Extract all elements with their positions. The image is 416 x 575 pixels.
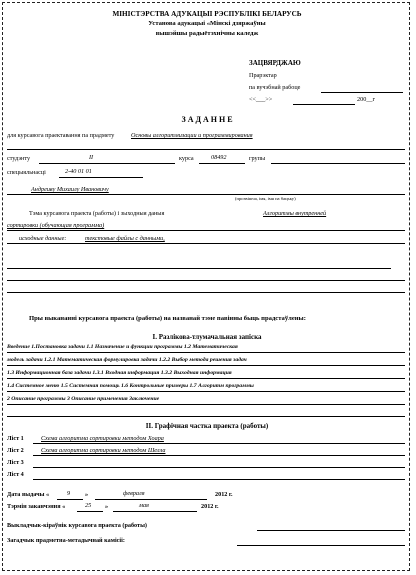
deadline-label: Тэрмін заканчэння « (7, 503, 66, 510)
group-label: групы (249, 155, 266, 162)
approval-date-line (293, 104, 355, 105)
issue-quote: » (85, 491, 89, 498)
initial-label: исходные данные: (19, 235, 67, 242)
deadline-day: 25 (85, 502, 92, 509)
issue-month-line (95, 499, 207, 500)
approval-role: Прарэктар (249, 72, 277, 79)
section2-title: II. Графічная частка праекта (работы) (145, 422, 269, 430)
signature-line (321, 92, 403, 93)
section1-line: 1.4 Системное меню 1.5 Системная помощь 1.6 Контрольные примеры 1.7 Алгоритм программы (7, 383, 254, 389)
sheet-label: Ліст 1 (7, 435, 24, 442)
topic-value-2: сортировки (обучающая программа) (7, 222, 105, 229)
sheet-line (33, 455, 405, 456)
supervisor-label: Выкладчык-кіраўнік курсавога праекта (работы) (7, 522, 147, 529)
issue-year: 2012 г. (215, 491, 233, 498)
institution-heading: Установа адукацыі «Мінскі дзяржаўны (148, 20, 266, 27)
approval-work: па вучэбнай рабоце (249, 84, 301, 91)
topic-value: Алгоритмы внутренней (263, 210, 327, 217)
student-label: студэнту (7, 155, 31, 162)
section1-rule (7, 365, 405, 366)
student-name: Андреиву Михаилу Ивановичу (31, 186, 109, 193)
issue-date-label: Дата выдачы « (7, 491, 50, 498)
assignment-document (2, 2, 410, 571)
section1-line: 2 Описание программы 3 Описание применения Заключение (7, 396, 160, 402)
sheet-label: Ліст 4 (7, 471, 24, 478)
approval-title: ЗАЦВЯРДЖАЮ (249, 59, 301, 67)
specialty-value: 2-40 01 01 (65, 168, 92, 175)
deadline-day-line (77, 511, 103, 512)
document-title: З А Д А Н Н Е (181, 115, 233, 124)
section1-line: модель задачи 1.2.1 Математическая формулировка задачи 1.2.2 Выбор метода решения задач (7, 357, 247, 363)
sheet-line (33, 479, 405, 480)
section1-rule (7, 416, 405, 417)
deadline-month-line (113, 511, 197, 512)
section1-rule (7, 404, 405, 405)
blank-line-3 (7, 292, 405, 293)
institution-type: вышэйшы радыётэхнічны каледж (155, 30, 259, 37)
approval-date-prefix: <<___>> (249, 96, 273, 103)
name-caption: (прозвішча, імя, імя па бацьку) (235, 196, 296, 201)
student-number: II (89, 154, 94, 161)
topic-label: Тэма курсавога праекта (работы) і зыходныя даныя (29, 210, 165, 217)
section1-rule (7, 378, 405, 379)
course-label: курса (179, 155, 194, 162)
specialty-label: спецыяльнасці (7, 169, 46, 176)
issue-day-line (57, 499, 83, 500)
section1-line: Введение 1.Постановка задачи 1.1 Назначение и функции программы 1.2 Математическая (7, 344, 238, 350)
sheet-value: Схема алгоритма сортировки методом Шелла (41, 447, 166, 454)
section1-rule (7, 352, 405, 353)
ministry-heading: МІНІСТЭРСТВА АДУКАЦЫІ РЭСПУБЛІКІ БЕЛАРУСЬ (112, 10, 302, 18)
commission-line (237, 545, 405, 546)
name-line (7, 194, 405, 195)
issue-month: февраля (123, 490, 145, 497)
topic-line (7, 230, 405, 231)
group-line (271, 163, 405, 164)
sheet-value: Схема алгоритма сортировки методом Хоара (41, 435, 164, 442)
approval-date-suffix: 200__г (357, 96, 376, 103)
sheet-label: Ліст 2 (7, 447, 24, 454)
instructions: Пры выкананні курсавога праекта (работы) на названай тэме павінны быць прадстаўлены: (29, 315, 306, 322)
commission-label: Загадчык прадметна-метадычнай камісіі: (7, 537, 125, 544)
sheet-line (33, 467, 405, 468)
section1-title: I. Разлікова-тлумачальная запіска (152, 333, 262, 341)
course-line (199, 163, 245, 164)
subject-label: для курсавога праектавання па прадмету (7, 132, 115, 139)
subject-line-2 (7, 149, 405, 150)
sheet-line (33, 443, 405, 444)
issue-day: 9 (67, 490, 71, 497)
sheet-label: Ліст 3 (7, 459, 24, 466)
specialty-line (59, 177, 143, 178)
initial-value: текстовые файлы с данными, (85, 235, 165, 242)
initial-line (7, 243, 405, 244)
section1-line: 1.3 Информационная база задачи 1.3.1 Входная информация 1.3.2 Выходная информация (7, 370, 232, 376)
section1-rule (7, 391, 405, 392)
deadline-month: мая (139, 502, 149, 509)
deadline-quote: » (105, 503, 109, 510)
blank-line-1 (7, 268, 391, 269)
supervisor-line (257, 530, 405, 531)
deadline-year: 2012 г. (201, 503, 219, 510)
subject-value: Основы алгоритмизации и программирования (131, 132, 253, 139)
course-number: 08492 (211, 154, 227, 161)
blank-line-2 (7, 280, 405, 281)
student-line (39, 163, 175, 164)
